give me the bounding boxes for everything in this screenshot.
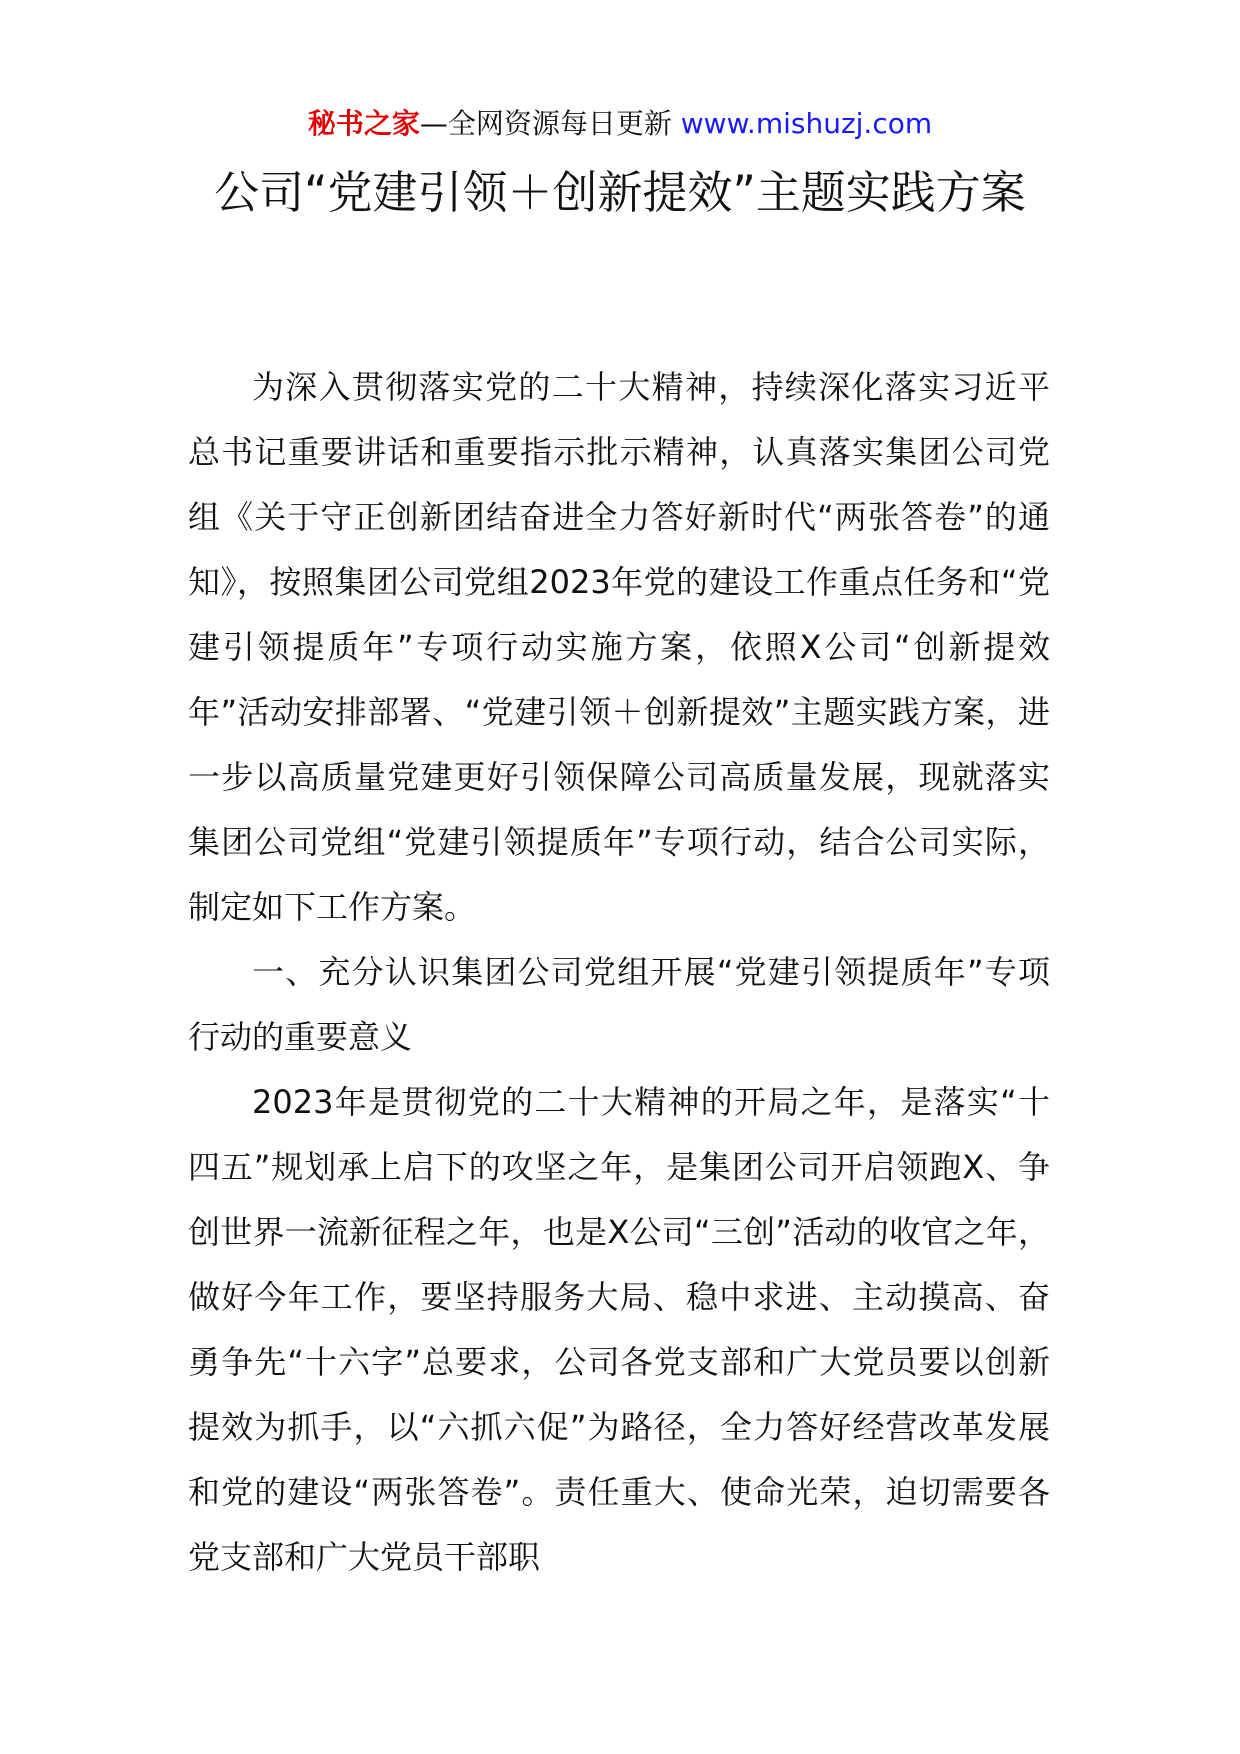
section-heading-1: 一、充分认识集团公司党组开展“党建引领提质年”专项行动的重要意义 xyxy=(188,953,1050,1056)
header-brand: 秘书之家 xyxy=(307,107,420,140)
paragraph-intro: 为深入贯彻落实党的二十大精神，持续深化落实习近平总书记重要讲话和重要指示批示精神，认真落实集团公司党组《关于守正创新团结奋进全力答好新时代“两张答卷”的通知》，按照集团公司党组2023年党的建设工作重点任务和“党建引领提质年”专项行动实施方案，依照X公司“创新提效年”活动安排部署、“党建引领＋创新提效”主题实践方案，进一步以高质量党建更好引领保障公司高质量发展，现就落实集团公司党组“党建引领提质年”专项行动，结合公司实际，制定如下工作方案。 xyxy=(188,368,1050,926)
document-title: 公司“党建引领＋创新提效”主题实践方案 xyxy=(214,166,1026,219)
header-slogan: —全网资源每日更新 xyxy=(419,107,681,140)
document-body xyxy=(188,355,1050,1590)
paragraph-significance: 2023年是贯彻党的二十大精神的开局之年，是落实“十四五”规划承上启下的攻坚之年，是集团公司开启领跑X、争创世界一流新征程之年，也是X公司“三创”活动的收官之年，做好今年工作，要坚持服务大局、稳中求进、主动摸高、奋勇争先“十六字”总要求，公司各党支部和广大党员要以创新提效为抓手，以“六抓六促”为路径，全力答好经营改革发展和党的建设“两张答卷”。责任重大、使命光荣，迫切需要各党支部和广大党员干部职 xyxy=(188,1083,1050,1576)
page-header xyxy=(0,104,1240,144)
header-url-link[interactable]: www.mishuzj.com xyxy=(680,107,933,140)
